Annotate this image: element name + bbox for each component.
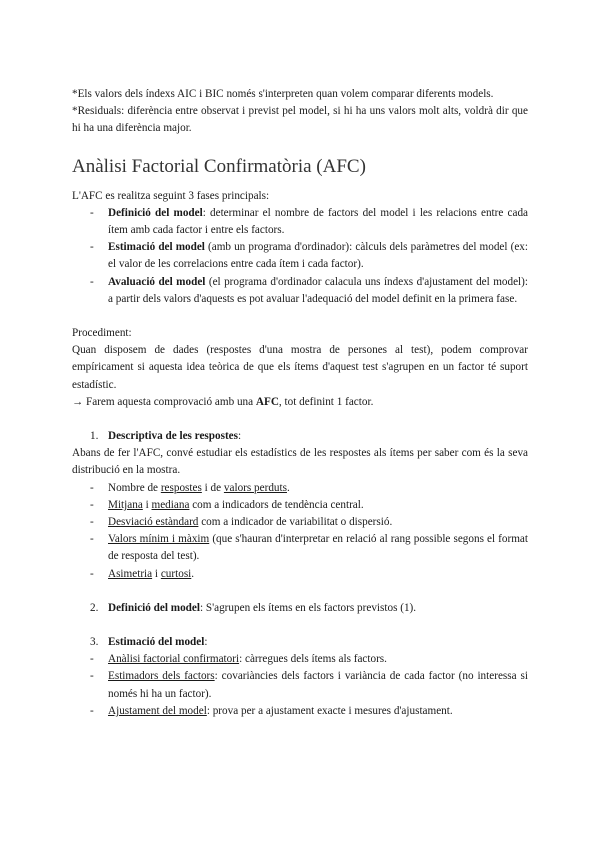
phase-title: Estimació del model bbox=[108, 241, 205, 254]
afc-bold: AFC bbox=[255, 395, 279, 408]
step-1 bbox=[72, 428, 528, 445]
item-text: com a indicadors de tendència central. bbox=[189, 498, 364, 511]
note-residuals: *Residuals: diferència entre observat i previst pel model, si hi ha uns valors molt alts, voldrà dir que hi ha una diferència major. bbox=[72, 105, 528, 135]
step-1-text: Abans de fer l'AFC, convé estudiar els estadístics de les respostes als ítems per saber com és la seva distribució en la mostra. bbox=[72, 447, 528, 477]
step-heading bbox=[72, 600, 528, 617]
item-text: i bbox=[152, 567, 161, 580]
item-text: : covariàncies dels factors i variància de cada factor (no interessa si només hi ha un factor). bbox=[108, 670, 528, 700]
item-text: (que s'hauran d'interpretar en relació al rang possible segons el format de resposta del test). bbox=[108, 533, 528, 563]
document-page bbox=[72, 86, 528, 720]
step-title: Descriptiva de les respostes bbox=[108, 430, 238, 443]
step-title: Estimació del model bbox=[108, 636, 205, 649]
underlined-term: mediana bbox=[151, 498, 190, 511]
phase-title: Avaluació del model bbox=[108, 275, 206, 288]
list-item bbox=[72, 514, 528, 531]
list-item bbox=[72, 480, 528, 497]
list-item bbox=[72, 531, 528, 565]
procedure-text: Quan disposem de dades (respostes d'una mostra de persones al test), podem comprovar empíricament si aquesta idea teòrica de que els ítems d'aquest test s'agrupen en un factor té suport estadístic. bbox=[72, 344, 528, 391]
descriptives-list bbox=[72, 480, 528, 583]
item-text: . bbox=[286, 481, 290, 494]
item-text: : càrregues dels ítems als factors. bbox=[239, 653, 387, 666]
underlined-term: Estimadors dels factors bbox=[108, 670, 215, 683]
underlined-term: respostes bbox=[160, 481, 202, 494]
step-number: 3. bbox=[90, 636, 99, 649]
underlined-term: Asimetria bbox=[108, 567, 153, 580]
procedure-arrow-line bbox=[72, 394, 528, 411]
note-aic-bic: *Els valors dels índexs AIC i BIC només s'interpreten quan volem comparar diferents models. bbox=[72, 88, 494, 100]
underlined-term: Ajustament del model bbox=[108, 704, 207, 717]
step-text: : S'agrupen els ítems en els factors previstos (1). bbox=[199, 601, 417, 614]
list-item bbox=[72, 566, 528, 583]
phase-item bbox=[72, 239, 528, 273]
underlined-term: Valors mínim i màxim bbox=[108, 533, 210, 546]
item-text: i de bbox=[201, 481, 224, 494]
underlined-term: Mitjana bbox=[108, 498, 143, 511]
step-heading bbox=[72, 428, 528, 445]
arrow-text: → Farem aquesta comprovació amb una bbox=[72, 395, 256, 408]
step-colon: : bbox=[237, 430, 242, 443]
phase-item bbox=[72, 205, 528, 239]
phase-title: Definició del model bbox=[108, 206, 203, 219]
step-heading bbox=[72, 634, 528, 651]
step-title: Definició del model bbox=[108, 601, 200, 614]
phase-item bbox=[72, 274, 528, 308]
item-text: : prova per a ajustament exacte i mesures d'ajustament. bbox=[206, 704, 453, 717]
item-text: i bbox=[142, 498, 152, 511]
procedure-label: Procediment: bbox=[72, 327, 132, 340]
estimation-list bbox=[72, 651, 528, 720]
step-2 bbox=[72, 600, 528, 617]
arrow-text-end: , tot definint 1 factor. bbox=[278, 395, 374, 408]
step-number: 1. bbox=[90, 430, 99, 443]
list-item bbox=[72, 703, 528, 720]
phases-list bbox=[72, 205, 528, 308]
step-colon: : bbox=[204, 636, 208, 649]
item-text: . bbox=[191, 567, 195, 580]
underlined-term: Desviació estàndard bbox=[108, 516, 199, 529]
phase-text: (amb un programa d'ordinador): càlculs dels paràmetres del model (ex: el valor de les correlacions entre cada ítem i cada factor). bbox=[108, 241, 528, 271]
phase-text: : determinar el nombre de factors del model i les relacions entre cada ítem amb cada factor i entre els factors. bbox=[108, 206, 528, 237]
list-item bbox=[72, 668, 528, 702]
phase-text: (el programa d'ordinador calacula uns índexs d'ajustament del model): a partir dels valors d'aquests es pot avaluar l'adequació del model definit en la primera fase. bbox=[108, 275, 528, 305]
step-3 bbox=[72, 634, 528, 651]
underlined-term: curtosi bbox=[160, 567, 192, 580]
section-heading: Anàlisi Factorial Confirmatòria (AFC) bbox=[72, 155, 366, 177]
section-intro: L'AFC es realitza seguint 3 fases principals: bbox=[72, 189, 270, 202]
item-text: com a indicador de variabilitat o dispersió. bbox=[198, 516, 393, 529]
underlined-term: valors perduts bbox=[223, 481, 287, 494]
list-item bbox=[72, 497, 528, 514]
item-text: Nombre de bbox=[108, 481, 161, 494]
step-number: 2. bbox=[90, 601, 99, 614]
underlined-term: Anàlisi factorial confirmatori bbox=[108, 653, 240, 666]
list-item bbox=[72, 651, 528, 668]
